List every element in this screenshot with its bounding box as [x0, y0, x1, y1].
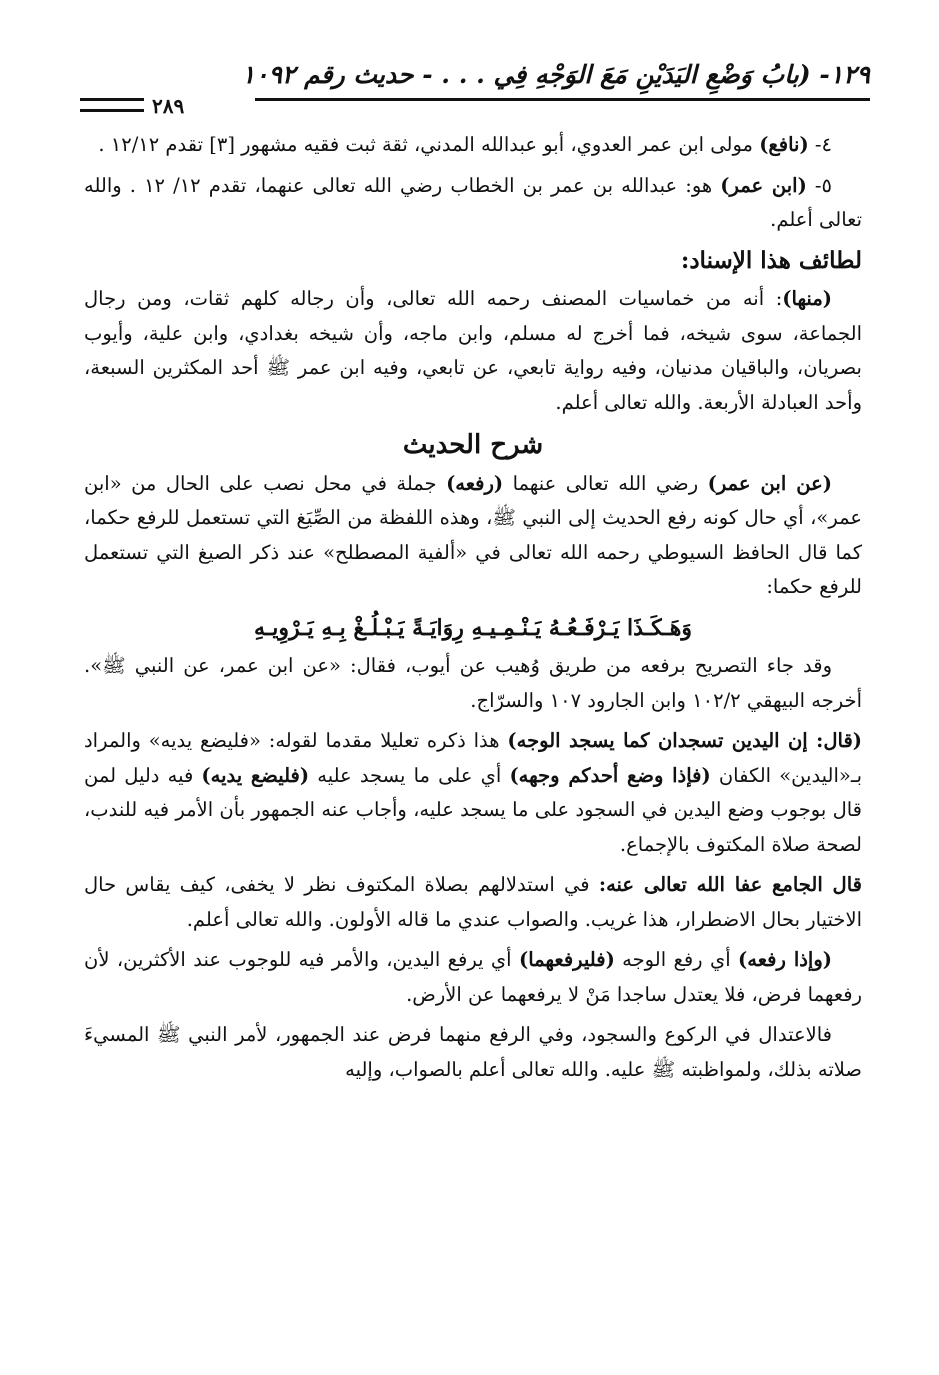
- text-run: في استدلالهم بصلاة المكتوف نظر لا يخفى، كيف يقاس حال الاختيار بحال الاضطرار، هذا غريب. والصواب عندي ما قاله الأولون. والله تعالى أعلم.: [84, 873, 862, 931]
- paragraph-itidal: فالاعتدال في الركوع والسجود، وفي الرفع منهما فرض عند الجمهور، لأمر النبي ﷺ المسيءَ صلاته بذلك، ولمواظبته ﷺ عليه. والله تعالى أعلم بالصواب، وإليه: [84, 1023, 862, 1081]
- narrator-text: هو: عبدالله بن عمر بن الخطاب رضي الله تعالى عنهما، تقدم ١٢/ ١٢ . والله تعالى أعلم.: [84, 173, 862, 231]
- page-number-rules: [80, 98, 144, 112]
- page-body: [84, 128, 862, 1093]
- text-run: رضي الله تعالى عنهما: [503, 471, 708, 495]
- narrator-name: (نافع): [759, 133, 809, 156]
- paragraph-yadayn: [84, 724, 862, 862]
- bold-phrase: (فليضع يديه): [201, 763, 310, 787]
- narrator-number: ٥-: [806, 173, 832, 197]
- sharh-heading: شرح الحديث: [402, 430, 544, 460]
- text-run: أي يرفع اليدين، والأمر فيه للوجوب عند الأكثرين، لأن رفعهما فرض، فلا يعتدل ساجدا مَنْ لا يرفعهما عن الأرض.: [84, 948, 862, 1006]
- bold-phrase: (وإذا رفعه): [738, 948, 832, 971]
- isnad-text: : أنه من خماسيات المصنف رحمه الله تعالى، وأن رجاله كلهم ثقات، ومن رجال الجماعة، سوى شيخه، فما أخرج له مسلم، وابن ماجه، وأن شيخه بغدادي، وابن علية، وأيوب بصريان، والباقيان مدنيان، وفيه رواية تابعي، عن تابعي، وفيه ابن عمر ﷺ أحد المكثرين السبعة، وأحد العبادلة الأربعة. والله تعالى أعلم.: [84, 287, 862, 414]
- isnad-paragraph: [84, 282, 862, 420]
- narrator-text: مولى ابن عمر العدوي، أبو عبدالله المدني، ثقة ثبت فقيه مشهور [٣] تقدم ١٢/١٢ .: [98, 133, 760, 156]
- narrator-5: [84, 169, 862, 238]
- bold-phrase: (فليرفعهما): [518, 948, 615, 971]
- text-run: فيه دليل لمن قال بوجوب وضع اليدين في السجود على ما يسجد عليه، وأجاب عنه الجمهور بأن الأمر فيه للندب، لصحة صلاة المكتوف بالإجماع.: [84, 763, 862, 856]
- bold-phrase: (قال: إن اليدين تسجدان كما يسجد الوجه): [507, 729, 862, 752]
- isnad-heading: لطائف هذا الإسناد:: [680, 246, 862, 274]
- poetry-verse: وَهَـكَـذَا يَـرْفَـعُـهُ يَـنْـمِـيـهِ رِوَايَـةً يَـبْـلُـغْ بِـهِ يَـرْوِيـهِ: [254, 614, 692, 641]
- bold-phrase: (رفعه): [446, 471, 504, 495]
- header-title: ١٢٩- (بابُ وَضْعِ اليَدَيْنِ مَعَ الوَجْهِ فِي . . . - حديث رقم ١٠٩٢: [241, 60, 870, 89]
- narrator-number: ٤-: [808, 133, 832, 156]
- bold-phrase: (عن ابن عمر): [707, 471, 832, 495]
- header-rule: [255, 98, 870, 101]
- text-run: جملة في محل نصب على الحال من «ابن عمر»، أي حال كونه رفع الحديث إلى النبي ﷺ، وهذه اللفظة من الصِّيَغ التي تستعمل للرفع حكما، كما قال الحافظ السيوطي رحمه الله تعالى في «ألفية المصطلح» عند ذكر الصيغ التي تستعمل للرفع حكما:: [84, 471, 862, 598]
- bold-phrase: (فإذا وضع أحدكم وجهه): [509, 763, 711, 787]
- text-run: أي على ما يسجد عليه: [309, 763, 510, 787]
- text-run: أي رفع الوجه: [614, 948, 739, 971]
- page-number: ٢٨٩: [152, 94, 185, 118]
- running-header: [80, 60, 870, 118]
- bold-phrase: قال الجامع عفا الله تعالى عنه:: [598, 873, 862, 896]
- text-run: هذا ذكره تعليلا مقدما لقوله: «فليضع يديه» والمراد بـ«اليدين» الكفان: [84, 729, 862, 787]
- narrator-4: [84, 128, 862, 163]
- paragraph-rafahuma: [84, 943, 862, 1012]
- paragraph-rafahu: [84, 467, 862, 605]
- isnad-label: (منها): [782, 287, 832, 310]
- paragraph-jami: [84, 868, 862, 937]
- narrator-name: (ابن عمر): [720, 173, 807, 197]
- paragraph-tasrih: وقد جاء التصريح برفعه من طريق وُهيب عن أيوب، فقال: «عن ابن عمر، عن النبي ﷺ». أخرجه البيهقي ١٠٢/٢ وابن الجارود ١٠٧ والسرّاج.: [84, 654, 862, 712]
